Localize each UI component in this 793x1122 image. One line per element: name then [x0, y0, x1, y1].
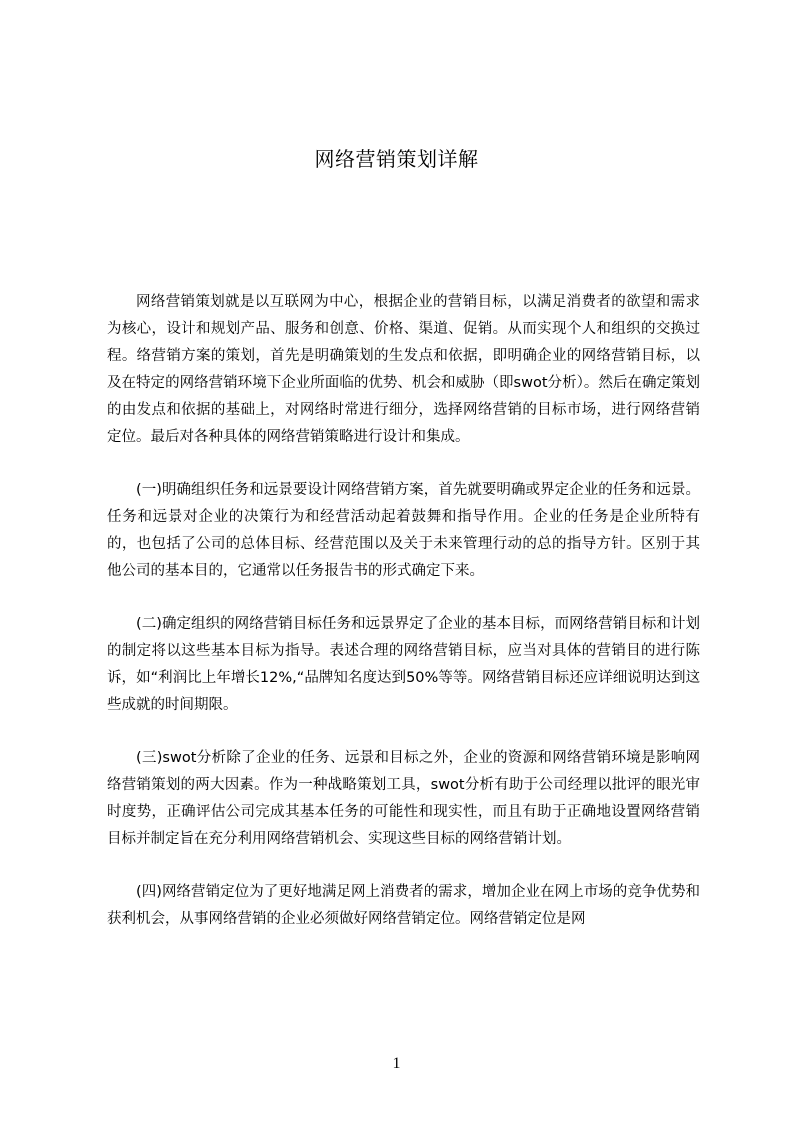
- paragraph-section-3: (三)swot分析除了企业的任务、远景和目标之外，企业的资源和网络营销环境是影响网络营销策划的两大因素。作为一种战略策划工具，swot分析有助于公司经理以批评的眼光审时度势，正确评估公司完成其基本任务的可能性和现实性，而且有助于正确地设置网络营销目标并制定旨在充分利用网络营销机会、实现这些目标的网络营销计划。: [107, 750, 700, 847]
- paragraph-section-2: (二)确定组织的网络营销目标任务和远景界定了企业的基本目标，而网络营销目标和计划的制定将以这些基本目标为指导。表述合理的网络营销目标，应当对具体的营销目的进行陈诉，如“利润比上年增长12%,“品牌知名度达到50%等等。网络营销目标还应详细说明达到这些成就的时间期限。: [107, 616, 700, 713]
- document-title: 网络营销策划详解: [314, 147, 479, 171]
- paragraph-section-4: (四)网络营销定位为了更好地满足网上消费者的需求，增加企业在网上市场的竞争优势和获利机会，从事网络营销的企业必须做好网络营销定位。网络营销定位是网: [107, 884, 700, 927]
- paragraph-section-1: (一)明确组织任务和远景要设计网络营销方案，首先就要明确或界定企业的任务和远景。任务和远景对企业的决策行为和经营活动起着鼓舞和指导作用。企业的任务是企业所特有的，也包括了公司的总体目标、经营范围以及关于未来管理行动的总的指导方针。区别于其他公司的基本目的，它通常以任务报告书的形式确定下来。: [107, 482, 700, 579]
- paragraph-intro: 网络营销策划就是以互联网为中心，根据企业的营销目标，以满足消费者的欲望和需求为核心，设计和规划产品、服务和创意、价格、渠道、促销。从而实现个人和组织的交换过程。络营销方案的策划，首先是明确策划的生发点和依据，即明确企业的网络营销目标，以及在特定的网络营销环境下企业所面临的优势、机会和威胁（即swot分析）。然后在确定策划的由发点和依据的基础上，对网络时常进行细分，选择网络营销的目标市场，进行网络营销定位。最后对各种具体的网络营销策略进行设计和集成。: [107, 294, 700, 445]
- page-number: 1: [392, 1055, 401, 1072]
- document-body: [107, 289, 700, 959]
